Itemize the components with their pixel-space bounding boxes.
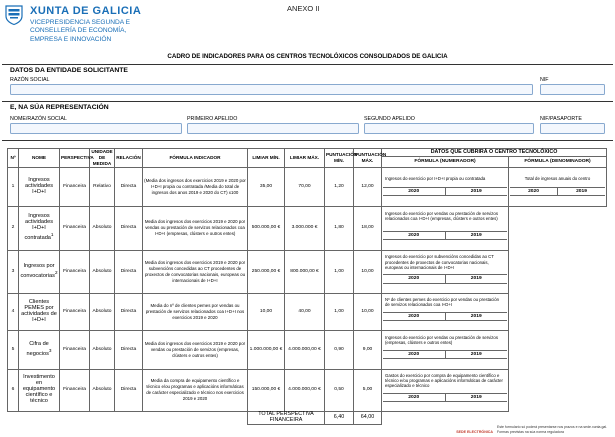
year-labels	[383, 274, 507, 283]
year-labels	[383, 187, 507, 196]
indicator-relation: Directa	[115, 250, 143, 293]
indicator-perspective: Financeira	[60, 330, 90, 369]
threshold-max: 70,00	[285, 167, 325, 206]
year-labels	[383, 350, 507, 359]
data-value-field[interactable]	[383, 320, 507, 327]
indicator-unit: Absoluto	[90, 206, 115, 250]
year-label: 2019	[445, 394, 508, 402]
total-label: TOTAL PERSPECTIVA FINANCEIRA	[248, 411, 325, 424]
company-name-label: RAZÓN SOCIAL	[10, 77, 50, 83]
table-row	[8, 167, 607, 206]
nif-label: NIF	[540, 77, 549, 83]
indicator-formula: Media dos ingresos dos exercicios 2019 e 2020 por subvencións concedidas ao CT procedentes de proxectos de convocatorias nacionais, europeas ou internacionais de I+D+I	[143, 250, 248, 293]
row-number: 2	[8, 206, 19, 250]
indicator-name: Ingresos actividades I+D+I	[19, 167, 60, 206]
footer-note: Este formulario só poderá presentarse nos prazos e na sede.xunta.gal. Formas previstas na súa norma reguladora	[497, 425, 608, 434]
indicator-name: Ingresos por convocatorias$^2$	[19, 250, 60, 293]
denominator-cell	[509, 167, 607, 206]
first-surname-field[interactable]	[187, 123, 359, 134]
threshold-min: 10,00	[248, 293, 285, 330]
row-number: 4	[8, 293, 19, 330]
year-label: 2019	[557, 188, 605, 196]
department-name: VICEPRESIDENCIA SEGUNDA E CONSELLERÍA DE ECONOMÍA, EMPRESA E INNOVACIÓN	[30, 19, 131, 43]
threshold-min: 1.000.000,00 €	[248, 330, 285, 369]
shield-icon	[5, 5, 23, 25]
data-value-field[interactable]	[383, 358, 507, 365]
year-label: 2020	[408, 313, 420, 319]
score-min: 1,00	[325, 250, 354, 293]
passport-nif-field[interactable]	[540, 123, 605, 134]
score-max: 10,00	[354, 293, 382, 330]
indicator-perspective: Financeira	[60, 206, 90, 250]
data-cell	[382, 369, 509, 411]
rep-name-field[interactable]	[10, 123, 182, 134]
col-header-score-min: PUNTUACIÓN MÍN.	[325, 149, 354, 168]
col-header-min: LIMIAR MÍN.	[248, 149, 285, 168]
indicator-perspective: Financeira	[60, 250, 90, 293]
row-number: 6	[8, 369, 19, 411]
total-row	[8, 411, 607, 424]
e-office-badge: SEDE ELECTRÓNICA	[456, 430, 493, 434]
numerator-description: Ingresos do exercicio por I+D+I propia ou contratada	[385, 176, 486, 182]
indicator-formula: (Media dos ingresos dos exercicios 2019 e 2020 por I+D+I propia ou contratada /Media do total de ingresos dos anos 2019 e 2020 do CT) x100	[143, 167, 248, 206]
numerator-header: FÓRMULA (NUMERADOR)	[382, 157, 509, 167]
threshold-max: 40,00	[285, 293, 325, 330]
indicator-relation: Directa	[115, 206, 143, 250]
row-number: 1	[8, 167, 19, 206]
year-label: 2020	[408, 188, 420, 194]
indicators-table	[7, 148, 607, 425]
data-cell	[382, 330, 509, 369]
table-row	[8, 293, 607, 330]
indicator-unit: Absoluto	[90, 293, 115, 330]
indicator-unit: Absoluto	[90, 330, 115, 369]
table-row	[8, 250, 607, 293]
threshold-max: 4.000.000,00 €	[285, 369, 325, 411]
indicator-name: Ingresos actividades I+D+I contratada$^1$	[19, 206, 60, 250]
footer	[456, 425, 609, 434]
score-min: 0,50	[325, 369, 354, 411]
indicator-perspective: Financeira	[60, 167, 90, 206]
page-title: CADRO DE INDICADORES PARA OS CENTROS TECNOLÓXICOS CONSOLIDADOS DE GALICIA	[167, 53, 448, 60]
row-number: 5	[8, 330, 19, 369]
col-header-perspective: PERSPECTIVA	[60, 149, 90, 168]
threshold-max: 4.000.000,00 €	[285, 330, 325, 369]
denominator-header: FÓRMULA (DENOMINADOR)	[509, 157, 607, 167]
data-cell	[382, 293, 509, 330]
indicator-perspective: Financeira	[60, 293, 90, 330]
data-section-header: DATOS QUE CUBRIRÁ O CENTRO TECNOLÓXICO	[382, 149, 607, 157]
first-surname-label: PRIMEIRO APELIDO	[187, 116, 238, 122]
score-max: 5,00	[354, 369, 382, 411]
data-value-field[interactable]	[383, 239, 507, 246]
score-min: 0,90	[325, 330, 354, 369]
indicator-formula: Media da compra de equipamento científico e técnico e/ou programas e aplicacións informáticas de carácter especializado e técnico nos exercicios 2019 e 2020	[143, 369, 248, 411]
data-description: Ingresos do exercicio por vendas ou prestación de servizos relacionados coa I+D+I (empresas, clústers e outros entes)	[385, 210, 498, 222]
indicator-unit: Absoluto	[90, 250, 115, 293]
year-label: 2020	[528, 188, 539, 194]
indicator-relation: Directa	[115, 330, 143, 369]
year-label: 2020	[408, 276, 420, 282]
second-surname-field[interactable]	[364, 123, 534, 134]
applicant-section-title: DATOS DA ENTIDADE SOLICITANTE	[10, 67, 128, 74]
numerator-value-field[interactable]	[383, 195, 507, 202]
score-max: 9,00	[354, 330, 382, 369]
denominator-description: Total de ingresos anuais do centro	[524, 176, 591, 182]
indicator-name: Clientes PEMES por actividades de I+D+I	[19, 293, 60, 330]
indicator-unit: Absoluto	[90, 369, 115, 411]
year-label: 2020	[408, 394, 420, 400]
section-divider	[2, 140, 613, 141]
xunta-logo	[5, 4, 165, 48]
data-value-field[interactable]	[383, 283, 507, 290]
col-header-relation: RELACIÓN	[115, 149, 143, 168]
year-label: 2019	[445, 188, 508, 196]
numerator-cell	[382, 167, 509, 206]
data-description: Nº de clientes pemes do exercicio por vendas ou prestación de servizos relacionados coa I+D+I	[385, 296, 500, 308]
nif-field[interactable]	[540, 84, 605, 95]
indicator-perspective: Financeira	[60, 369, 90, 411]
year-label: 2020	[408, 232, 420, 238]
threshold-max: 800.000,00 €	[285, 250, 325, 293]
threshold-min: 250.000,00 €	[248, 250, 285, 293]
year-label: 2020	[408, 351, 420, 357]
threshold-max: 3.000.000 €	[285, 206, 325, 250]
score-max: 10,00	[354, 250, 382, 293]
col-header-formula: FÓRMULA INDICADOR	[143, 149, 248, 168]
section-divider	[2, 101, 613, 102]
year-label: 2019	[445, 275, 508, 283]
rep-name-label: NOME/RAZÓN SOCIAL	[10, 116, 67, 122]
annex-label: ANEXO II	[287, 4, 320, 13]
indicator-formula: Media dos ingresos dos exercicios 2019 e 2020 por vendas ou prestación de servizos relacionados coa I+D+I (empresas, clústers e outros entes)	[143, 206, 248, 250]
logo-name: XUNTA DE GALICIA	[30, 5, 142, 17]
col-header-max: LIMIAR MÁX.	[285, 149, 325, 168]
row-number: 3	[8, 250, 19, 293]
year-label: 2019	[445, 313, 508, 321]
indicator-relation: Directa	[115, 293, 143, 330]
threshold-min: 500.000,00 €	[248, 206, 285, 250]
year-labels	[383, 312, 507, 321]
representative-section-title: E, NA SÚA REPRESENTACIÓN	[10, 104, 109, 111]
indicator-relation: Directa	[115, 167, 143, 206]
year-label: 2019	[445, 351, 508, 359]
company-name-field[interactable]	[10, 84, 533, 95]
score-min: 1,00	[325, 293, 354, 330]
total-score-max: 64,00	[354, 411, 382, 424]
indicator-name: Investimento en equipamento científico e técnico	[19, 369, 60, 411]
data-description: Gastos do exercicio por compra de equipamento científico e técnico e/ou programas e aplicacións informáticas de carácter especializado e técnico	[385, 372, 503, 389]
year-label: 2019	[445, 232, 508, 240]
second-surname-label: SEGUNDO APELIDO	[364, 116, 415, 122]
col-header-score-max: PUNTUACIÓN MÁX.	[354, 149, 382, 168]
indicator-name: Cifra de negocios$^3$	[19, 330, 60, 369]
data-description: Ingresos do exercicio por vendas ou prestación de servizos (empresas, clústers e outros entes)	[385, 334, 498, 346]
section-divider	[2, 64, 613, 65]
indicator-formula: Media dos ingresos dos exercicios 2019 e 2020 por vendas ou prestación de servizos (empresas, clústers e outros entes)	[143, 330, 248, 369]
footnote-ref: 1	[50, 232, 54, 238]
score-max: 12,00	[354, 167, 382, 206]
footnote-ref: 2	[54, 269, 58, 275]
score-min: 1,20	[325, 167, 354, 206]
col-header-unit: UNIDADE DE MEDIDA	[91, 149, 113, 166]
col-header-n: Nº	[8, 149, 19, 168]
data-value-field[interactable]	[383, 401, 507, 408]
threshold-min: 35,00	[248, 167, 285, 206]
score-min: 1,80	[325, 206, 354, 250]
table-row	[8, 369, 607, 411]
indicator-unit: Relativo	[90, 167, 115, 206]
col-header-name: NOME	[19, 149, 60, 168]
data-cell	[382, 250, 509, 293]
table-row	[8, 330, 607, 369]
score-max: 18,00	[354, 206, 382, 250]
year-labels	[383, 393, 507, 402]
table-row	[8, 206, 607, 250]
data-description: Ingresos do exercicio por subvencións concedidas ao CT procedentes de proxectos de convocatorias nacionais, europeas ou internacionais de I+D+I	[385, 254, 494, 270]
year-labels	[383, 231, 507, 240]
threshold-min: 150.000,00 €	[248, 369, 285, 411]
passport-nif-label: NIF/PASAPORTE	[540, 116, 582, 122]
indicator-formula: Media do nº de clientes pemes por vendas ou prestación de servizos relacionados coa I+D+I nos exercicios 2019 e 2020	[143, 293, 248, 330]
data-cell	[382, 206, 509, 250]
footnote-ref: 3	[48, 347, 52, 353]
denominator-value-field[interactable]	[510, 195, 605, 202]
year-labels	[510, 187, 605, 196]
total-score-min: 6,40	[325, 411, 354, 424]
indicator-relation: Directa	[115, 369, 143, 411]
